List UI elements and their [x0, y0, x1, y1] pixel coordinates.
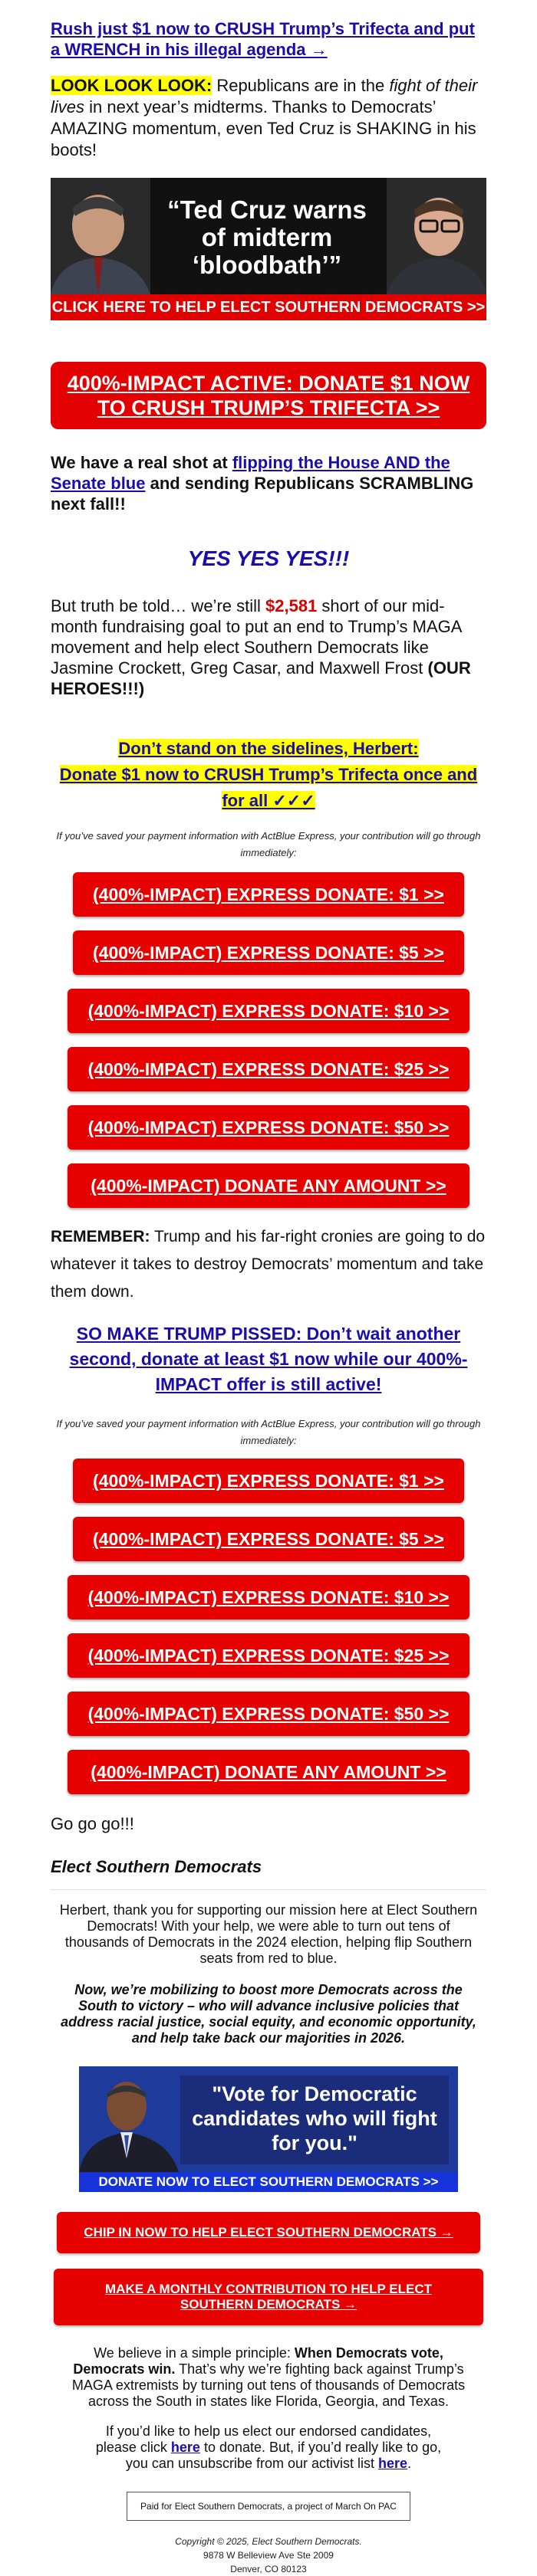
express-note-2: If you’ve saved your payment information with ActBlue Express, your contribution will go through immediately: — [56, 1418, 481, 1446]
heroes-text: (OUR HEROES!!!) — [51, 658, 471, 698]
principle-text: We believe in a simple principle: — [94, 2345, 295, 2361]
shot-text-2: and sending Republicans SCRAMBLING next fall!! — [51, 474, 474, 514]
shot-paragraph — [51, 452, 486, 514]
hero-cta-banner[interactable]: CLICK HERE TO HELP ELECT SOUTHERN DEMOCRATS >> — [51, 294, 486, 320]
express-donate-1[interactable]: (400%-IMPACT) EXPRESS DONATE: $1 >> — [73, 1459, 464, 1503]
email-content — [51, 0, 486, 2576]
section-divider — [51, 1889, 486, 1890]
donate-any-amount[interactable]: (400%-IMPACT) DONATE ANY AMOUNT >> — [68, 1750, 469, 1794]
yes-heading: YES YES YES!!! — [187, 546, 350, 570]
express-button-group-1 — [51, 872, 486, 1208]
unsubscribe-link[interactable]: here — [378, 2456, 408, 2471]
top-donate-link[interactable]: Rush just $1 now to CRUSH Trump’s Trifecta and put a WRENCH in his illegal agenda → — [51, 19, 475, 59]
express-button-group-2 — [51, 1459, 486, 1794]
org-title: Elect Southern Democrats — [51, 1857, 262, 1876]
unsub-text-2: to donate. But, if you’d really like to go, you can unsubscribe from our activist list — [125, 2440, 442, 2471]
obama-image-banner[interactable] — [79, 2066, 458, 2192]
express-donate-50[interactable]: (400%-IMPACT) EXPRESS DONATE: $50 >> — [68, 1692, 469, 1736]
remember-bold: REMEMBER: — [51, 1228, 150, 1245]
footer-copyright: Copyright © 2025, Elect Southern Democrats. — [175, 2536, 362, 2547]
principle-paragraph — [51, 2345, 486, 2410]
express-donate-50[interactable]: (400%-IMPACT) EXPRESS DONATE: $50 >> — [68, 1105, 469, 1150]
paid-for-box: Paid for Elect Southern Democrats, a project of March On PAC — [127, 2492, 410, 2521]
footer-address-2: Denver, CO 80123 — [230, 2564, 307, 2574]
express-donate-1[interactable]: (400%-IMPACT) EXPRESS DONATE: $1 >> — [73, 872, 464, 917]
obama-photo — [79, 2066, 186, 2172]
express-donate-5[interactable]: (400%-IMPACT) EXPRESS DONATE: $5 >> — [73, 1517, 464, 1561]
flip-house-link[interactable]: flipping the House AND the Senate blue — [51, 453, 450, 493]
express-donate-5[interactable]: (400%-IMPACT) EXPRESS DONATE: $5 >> — [73, 930, 464, 975]
express-donate-25[interactable]: (400%-IMPACT) EXPRESS DONATE: $25 >> — [68, 1633, 469, 1678]
unsub-text: If you’d like to help us elect our endorsed candidates, please click — [95, 2423, 432, 2455]
sidelines-callout[interactable] — [51, 736, 486, 814]
sidelines-line-1[interactable]: Don’t stand on the sidelines, Herbert: — [118, 739, 419, 758]
obama-quote: "Vote for Democratic candidates who will fight for you." — [180, 2076, 449, 2164]
truth-text: But truth be told… we’re still — [51, 596, 266, 615]
pissed-paragraph — [51, 1321, 486, 1397]
thanks-paragraph: Herbert, thank you for supporting our mission here at Elect Southern Democrats! With your help, we were able to turn out tens of thousands of Democrats in the 2024 election, helping flip Southern seats from red to blue. — [59, 1902, 478, 1966]
express-donate-10[interactable]: (400%-IMPACT) EXPRESS DONATE: $10 >> — [68, 1575, 469, 1619]
intro-text-2: in next year’s midterms. Thanks to Democrats’ AMAZING momentum, even Ted Cruz is SHAKING in his boots! — [51, 97, 476, 159]
hero-image-banner[interactable] — [51, 178, 486, 320]
go-go-go: Go go go!!! — [51, 1814, 134, 1833]
express-donate-10[interactable]: (400%-IMPACT) EXPRESS DONATE: $10 >> — [68, 989, 469, 1033]
truth-paragraph — [51, 596, 486, 699]
intro-text: Republicans are in the — [212, 76, 390, 95]
intro-paragraph — [51, 75, 486, 161]
truth-text-2: short of our mid-month fundraising goal to put an end to Trump’s MAGA movement and help elect Southern Democrats like Jasmine Crockett, Greg Casar, and Maxwell Frost — [51, 596, 462, 678]
mobilizing-paragraph: Now, we’re mobilizing to boost more Democrats across the South to victory – who will advance inclusive policies that address racial justice, social equity, and economic opportunity, and help take back our majorities in 2026. — [61, 1982, 476, 2046]
hero-quote: “Ted Cruz warns of midterm ‘bloodbath’” — [167, 195, 367, 279]
donate-any-amount[interactable]: (400%-IMPACT) DONATE ANY AMOUNT >> — [68, 1163, 469, 1208]
obama-cta-banner[interactable]: DONATE NOW TO ELECT SOUTHERN DEMOCRATS >> — [79, 2172, 458, 2192]
senator-photo — [51, 178, 150, 294]
intro-highlight: LOOK LOOK LOOK: — [51, 76, 212, 95]
principle-bold: When Democrats vote, Democrats win. — [73, 2345, 443, 2377]
express-donate-25[interactable]: (400%-IMPACT) EXPRESS DONATE: $25 >> — [68, 1047, 469, 1091]
principle-text-2: That’s why we’re fighting back against Trump’s MAGA extremists by turning out tens of thousands of Democrats across the South in states like Florida, Georgia, and Texas. — [71, 2361, 466, 2409]
unsubscribe-paragraph — [51, 2423, 486, 2472]
intro-italic: fight of their lives — [51, 76, 478, 116]
make-trump-pissed-link[interactable]: SO MAKE TRUMP PISSED: Don’t wait another second, donate at least $1 now while our 400%-IMPACT offer is still active! — [69, 1324, 468, 1394]
remember-paragraph — [51, 1223, 486, 1306]
impact-donate-button[interactable]: 400%-IMPACT ACTIVE: DONATE $1 NOW TO CRUSH TRUMP’S TRIFECTA >> — [51, 362, 486, 429]
shortfall-amount: $2,581 — [265, 596, 318, 615]
chip-in-button[interactable]: CHIP IN NOW TO HELP ELECT SOUTHERN DEMOCRATS → — [57, 2212, 480, 2253]
footer-address-1: 9878 W Belleview Ave Ste 2009 — [203, 2550, 334, 2561]
unsub-text-3: . — [407, 2456, 412, 2471]
politician-photo — [387, 178, 486, 294]
shot-text: We have a real shot at — [51, 453, 232, 472]
monthly-contribution-button[interactable]: MAKE A MONTHLY CONTRIBUTION TO HELP ELECT SOUTHERN DEMOCRATS → — [54, 2269, 483, 2325]
footer — [51, 2535, 486, 2576]
sidelines-line-2[interactable]: Donate $1 now to CRUSH Trump’s Trifecta once and for all ✓✓✓ — [59, 765, 478, 810]
express-note-1: If you’ve saved your payment information with ActBlue Express, your contribution will go through immediately: — [56, 830, 481, 858]
donate-here-link[interactable]: here — [170, 2440, 200, 2455]
remember-text: Trump and his far-right cronies are going to do whatever it takes to destroy Democrats’ momentum and take them down. — [51, 1228, 486, 1301]
